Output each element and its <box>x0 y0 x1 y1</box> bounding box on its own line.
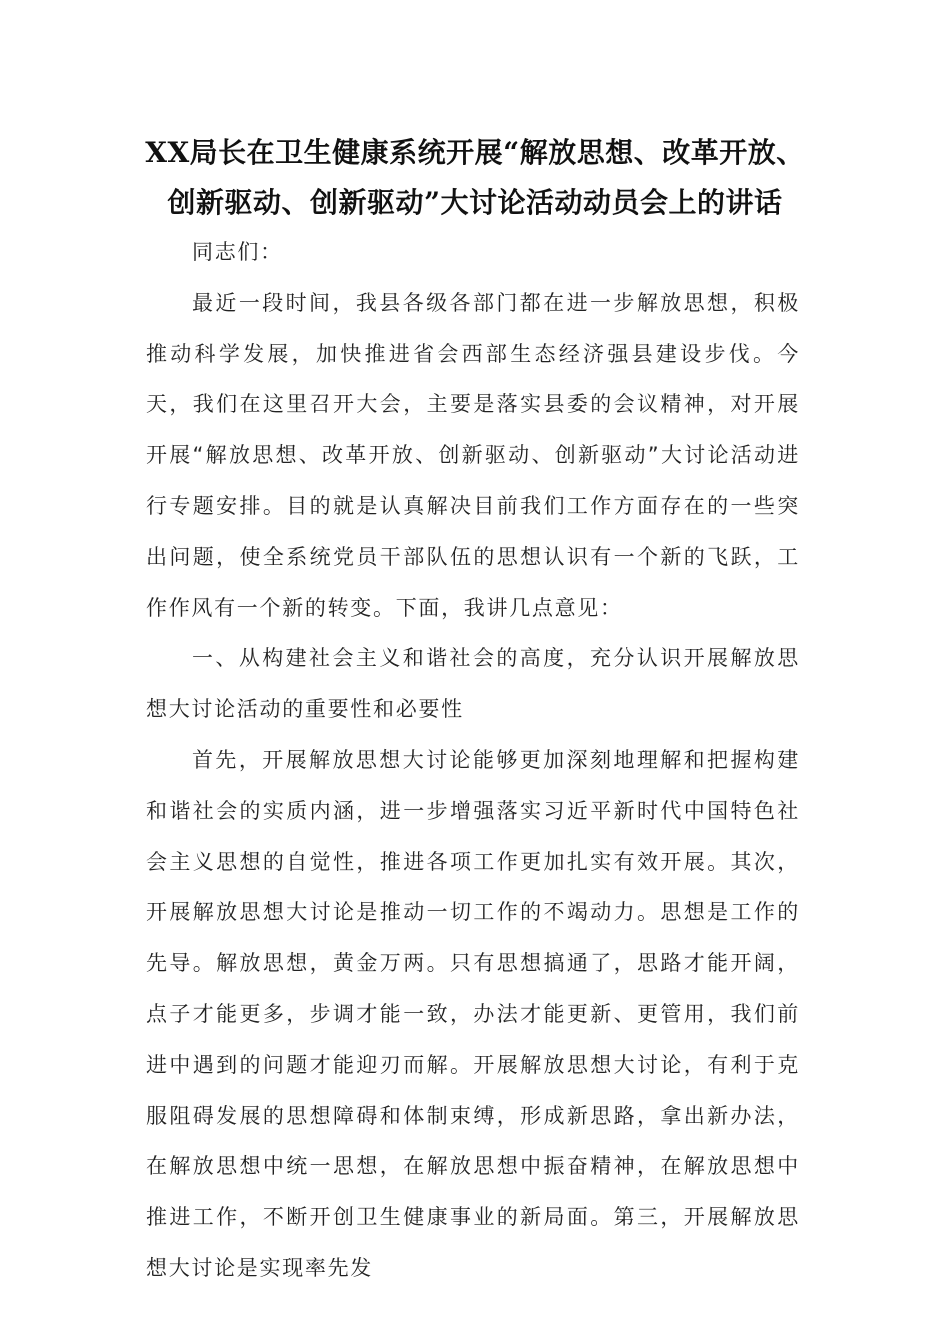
salutation-paragraph: 同志们： <box>192 240 283 264</box>
document-title: XX局长在卫生健康系统开展“解放思想、改革开放、创新驱动、创新驱动”大讨论活动动员会上的讲话 <box>145 136 805 219</box>
section-heading: 一、从构建社会主义和谐社会的高度，充分认识开展解放思想大讨论活动的重要性和必要性 <box>146 646 800 722</box>
body-paragraph: 首先，开展解放思想大讨论能够更加深刻地理解和把握构建和谐社会的实质内涵，进一步增强落实习近平新时代中国特色社会主义思想的自觉性，推进各项工作更加扎实有效开展。其次，开展解放思想大讨论是推动一切工作的不竭动力。思想是工作的先导。解放思想，黄金万两。只有思想搞通了，思路才能开阔，点子才能更多，步调才能一致，办法才能更新、更管用，我们前进中遇到的问题才能迎刃而解。开展解放思想大讨论，有利于克服阻碍发展的思想障碍和体制束缚，形成新思路，拿出新办法，在解放思想中统一思想，在解放思想中振奋精神，在解放思想中推进工作，不断开创卫生健康事业的新局面。第三，开展解放思想大讨论是实现率先发 <box>146 747 800 1280</box>
intro-paragraph: 最近一段时间，我县各级各部门都在进一步解放思想，积极推动科学发展，加快推进省会西部生态经济强县建设步伐。今天，我们在这里召开大会，主要是落实县委的会议精神，对开展开展“解放思想、改革开放、创新驱动、创新驱动”大讨论活动进行专题安排。目的就是认真解决目前我们工作方面存在的一些突出问题，使全系统党员干部队伍的思想认识有一个新的飞跃，工作作风有一个新的转变。下面，我讲几点意见： <box>146 290 800 620</box>
document-body <box>146 227 800 1294</box>
